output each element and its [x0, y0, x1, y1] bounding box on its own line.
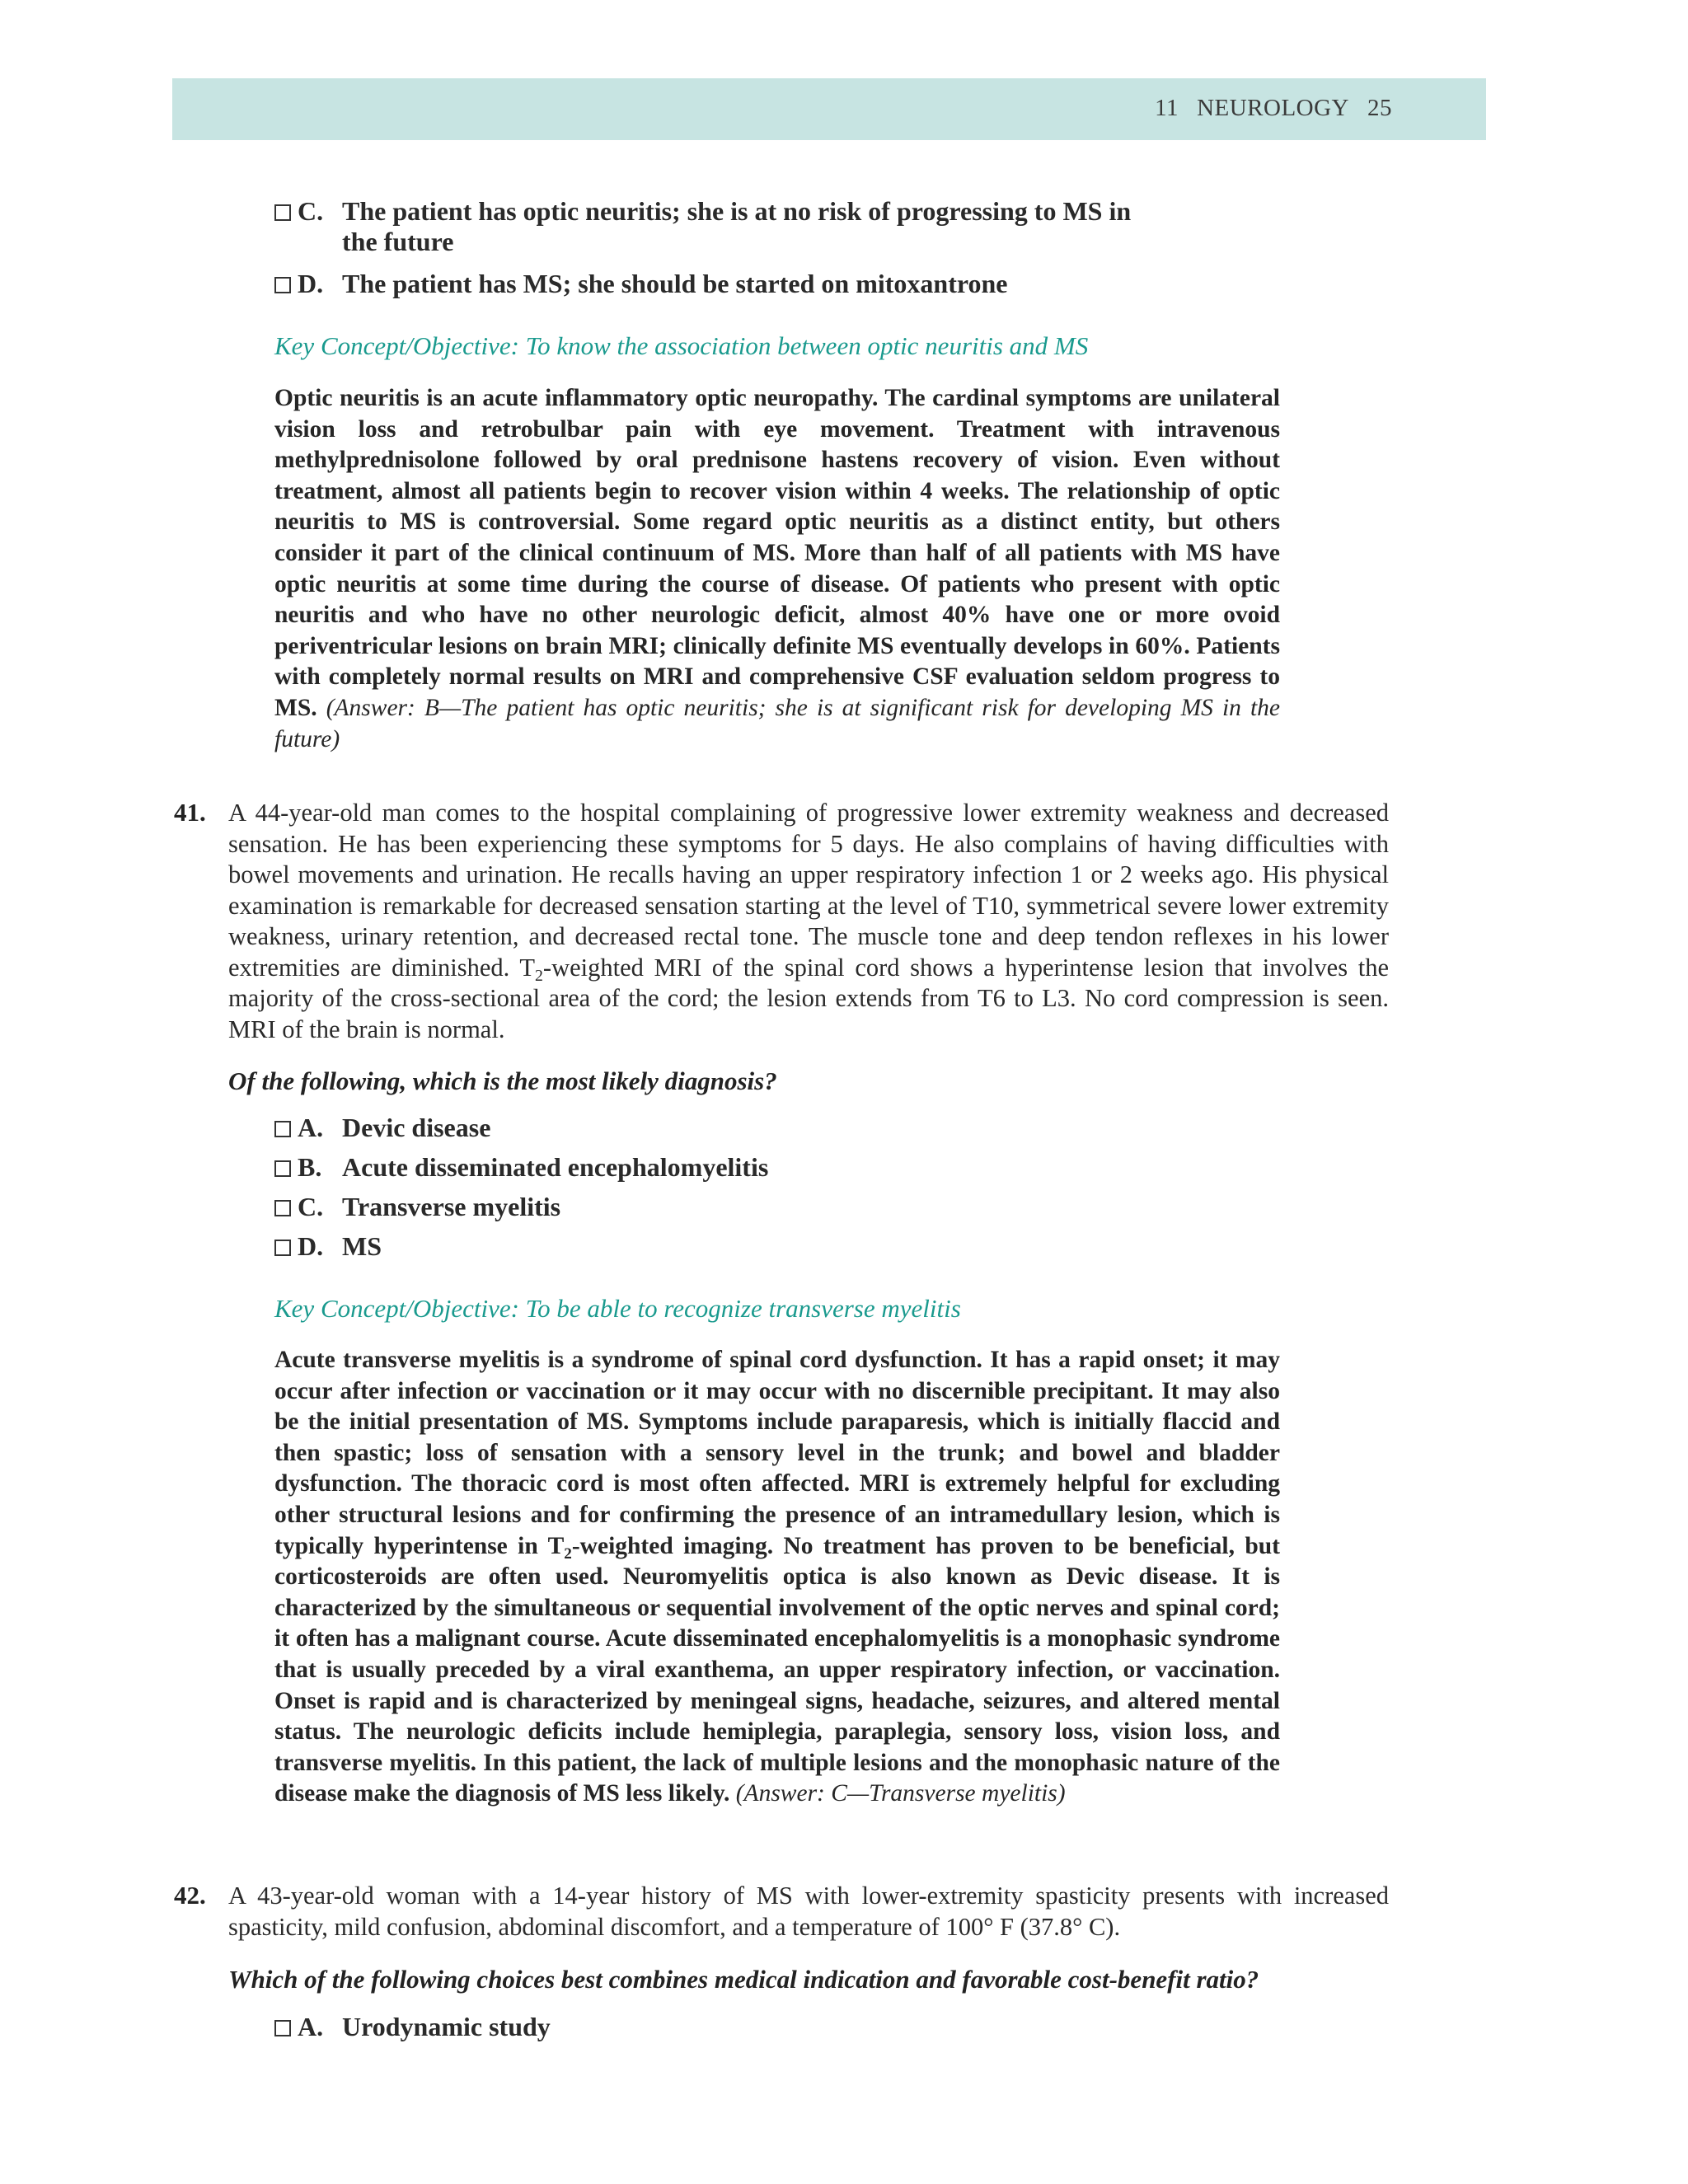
- q41-prompt: Of the following, which is the most likely diagnosis?: [228, 1066, 777, 1095]
- checkbox-icon[interactable]: [274, 277, 291, 293]
- explanation-text: Optic neuritis is an acute inflammatory optic neuropathy. The cardinal symptoms are unilateral vision loss and retrobulbar pain with eye movement. Treatment with intravenous methylprednisolone followed by oral prednisone hastens recovery of vision. Even without treatment, almost all patients begin to recover vision within 4 weeks. The relationship of optic neuritis to MS is controversial. Some regard optic neuritis as a distinct entity, but others consider it part of the clinical continuum of MS. More than half of all patients with MS have optic neuritis at some time during the course of disease. Of patients who present with optic neuritis and who have no other neurologic deficit, almost 40% have one or more ovoid periventricular lesions on brain MRI; clinically definite MS eventually develops in 60%. Patients with completely normal results on MRI and comprehensive CSF evaluation seldom progress to MS.: [274, 385, 1280, 721]
- checkbox-icon[interactable]: [274, 1200, 291, 1216]
- option-text-continuation: the future: [342, 227, 454, 256]
- chapter-title: NEUROLOGY: [1197, 95, 1349, 121]
- q42-stem: A 43-year-old woman with a 14-year history of MS with lower-extremity spasticity presents with increased spasticity, mild confusion, abdominal discomfort, and a temperature of 100° F (37.8° C).: [228, 1882, 1389, 1941]
- q41-option-d[interactable]: [274, 1231, 382, 1262]
- q40-option-d[interactable]: [274, 269, 1008, 299]
- option-letter: B.: [298, 1152, 322, 1182]
- option-text: MS: [342, 1231, 382, 1261]
- stem-text: -weighted MRI of the spinal cord shows a hyperintense lesion that involves the majority of the cross-sectional area of the cord; the lesion extends from T6 to L3. No cord compression is seen. MRI of the brain is normal.: [228, 953, 1390, 1043]
- explanation-text: Acute transverse myelitis is a syndrome of spinal cord dysfunction. It has a rapid onset; it may occur after infection or vaccination or it may occur with no discernible precipitant. It may also be the initial presentation of MS. Symptoms include paraparesis, which is initially flaccid and then spastic; loss of sensation with a sensory level in the trunk; and bowel and bladder dysfunction. The thoracic cord is most often affected. MRI is extremely helpful for excluding other structural lesions and for confirming the presence of an intramedullary lesion, which is typically hyperintense in T: [274, 1347, 1280, 1559]
- checkbox-icon[interactable]: [274, 204, 291, 221]
- option-text: Transverse myelitis: [342, 1192, 561, 1221]
- q41-option-c[interactable]: [274, 1192, 561, 1222]
- q41-explanation: [274, 1345, 1280, 1810]
- page-number: 25: [1367, 95, 1392, 121]
- q40-explanation: [274, 383, 1280, 755]
- option-letter: C.: [298, 196, 324, 226]
- answer-text: (Answer: C—Transverse myelitis): [735, 1780, 1066, 1807]
- q41-option-a[interactable]: [274, 1113, 491, 1143]
- answer-text: (Answer: B—The patient has optic neuritis; she is at significant risk for developing MS in the future): [274, 694, 1280, 752]
- q40-key-concept: Key Concept/Objective: To know the association between optic neuritis and MS: [274, 331, 1089, 360]
- option-text: Devic disease: [342, 1113, 491, 1142]
- option-letter: D.: [298, 1231, 324, 1261]
- subscript: 2: [564, 1544, 572, 1563]
- question-number: 41.: [174, 798, 206, 827]
- option-letter: A.: [298, 2012, 324, 2041]
- q41-key-concept: Key Concept/Objective: To be able to recognize transverse myelitis: [274, 1294, 961, 1323]
- stem-text: A 44-year-old man comes to the hospital complaining of progressive lower extremity weakness and decreased sensation. He has been experiencing these symptoms for 5 days. He also complains of having difficulties with bowel movements and urination. He recalls having an upper respiratory infection 1 or 2 weeks ago. His physical examination is remarkable for decreased sensation starting at the level of T10, symmetrical severe lower extremity weakness, urinary retention, and decreased rectal tone. The muscle tone and deep tendon reflexes in his lower extremities are diminished. T: [228, 799, 1389, 982]
- checkbox-icon[interactable]: [274, 1160, 291, 1177]
- option-text: The patient has optic neuritis; she is at no risk of progressing to MS in: [342, 196, 1132, 226]
- checkbox-icon[interactable]: [274, 1240, 291, 1256]
- subscript: 2: [535, 966, 543, 985]
- chapter-number: 11: [1155, 95, 1179, 121]
- q40-option-c[interactable]: [274, 196, 1132, 256]
- option-letter: A.: [298, 1113, 324, 1142]
- option-letter: C.: [298, 1192, 324, 1221]
- option-text: Acute disseminated encephalomyelitis: [342, 1152, 769, 1182]
- running-header: [172, 78, 1486, 140]
- option-text: Urodynamic study: [342, 2012, 551, 2041]
- option-letter: D.: [298, 269, 324, 298]
- option-text: The patient has MS; she should be started on mitoxantrone: [342, 269, 1008, 298]
- question-number: 42.: [174, 1881, 206, 1910]
- checkbox-icon[interactable]: [274, 2020, 291, 2036]
- checkbox-icon[interactable]: [274, 1121, 291, 1137]
- explanation-text: -weighted imaging. No treatment has proven to be beneficial, but corticosteroids are often used. Neuromyelitis optica is also known as Devic disease. It is characterized by the simultaneous or sequential involvement of the optic nerves and spinal cord; it often has a malignant course. Acute disseminated encephalomyelitis is a monophasic syndrome that is usually preceded by a viral exanthema, an upper respiratory infection, or vaccination. Onset is rapid and is characterized by meningeal signs, headache, seizures, and altered mental status. The neurologic deficits include hemiplegia, paraplegia, sensory loss, vision loss, and transverse myelitis. In this patient, the lack of multiple lesions and the monophasic nature of the disease make the diagnosis of MS less likely.: [274, 1532, 1280, 1807]
- q41-stem: [228, 798, 1389, 1045]
- q41-option-b[interactable]: [274, 1152, 769, 1183]
- q42-prompt: Which of the following choices best combines medical indication and favorable cost-benefit ratio?: [228, 1965, 1259, 1994]
- q42-option-a[interactable]: [274, 2012, 551, 2042]
- header-text: [1137, 95, 1392, 122]
